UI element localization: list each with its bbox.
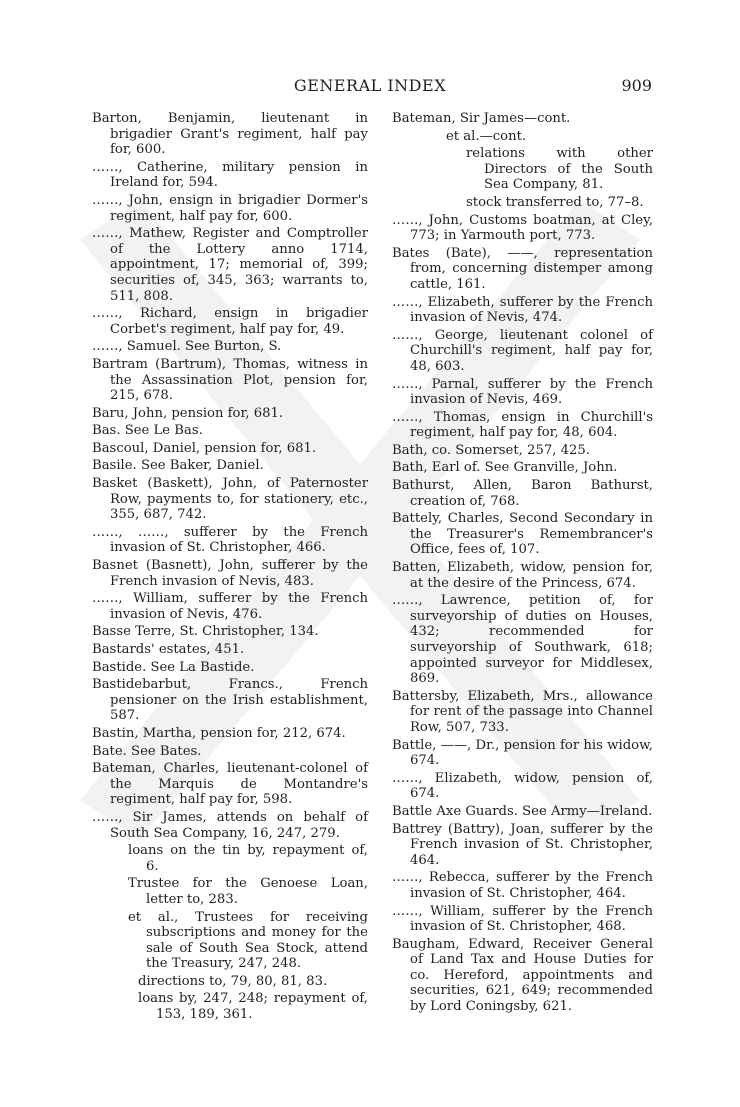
index-entry: Baru, John, pension for, 681. — [92, 405, 284, 421]
index-entry: Batten, Elizabeth, widow, pension for, at the desire of the Princess, 674. — [392, 560, 653, 591]
index-entry: Battle, ——, Dr., pension for his widow, 674. — [392, 737, 653, 769]
index-entry: Battely, Charles, Second Secondary in the Treasurer's Remembrancer's Office, fees of, 107. — [392, 511, 653, 558]
index-entry: ……, Richard, ensign in brigadier Corbet's regiment, half pay for, 49. — [92, 306, 368, 337]
index-entry: ……, John, Customs boatman, at Cley, 773; in Yarmouth port, 773. — [392, 212, 653, 244]
index-entry: ……, John, ensign in brigadier Dormer's regiment, half pay for, 600. — [92, 192, 368, 224]
running-title: GENERAL INDEX — [293, 76, 447, 95]
index-entry: Basse Terre, St. Christopher, 134. — [92, 624, 319, 640]
index-entry: Baugham, Edward, Receiver General of Land Tax and House Duties for co. Hereford, appointments and securities, 621, 649; recommended by Lord Coningsby, 621. — [392, 936, 653, 1015]
index-entry: Battle Axe Guards. See Army—Ireland. — [392, 803, 653, 819]
index-entry: ……, Rebecca, sufferer by the French invasion of St. Christopher, 464. — [392, 870, 653, 901]
index-subentry: stock transferred to, 77–8. — [466, 194, 644, 210]
index-entry: Bascoul, Daniel, pension for, 681. — [92, 440, 317, 456]
index-entry: Bas. See Le Bas. — [92, 423, 203, 439]
index-entry: Basnet (Basnett), John, sufferer by the French invasion of Nevis, 483. — [92, 558, 368, 589]
index-subentry: et al., Trustees for receiving subscriptions and money for the sale of South Sea Stock, attend the Treasury, 247, 248. — [128, 909, 368, 972]
index-entry: Bastards' estates, 451. — [92, 642, 245, 657]
page-number: 909 — [621, 76, 652, 95]
index-entry: Battrey (Battry), Joan, sufferer by the French invasion of St. Christopher, 464. — [392, 821, 653, 868]
index-entry: Bastide. See La Bastide. — [92, 659, 255, 675]
index-entry: ……, William, sufferer by the French invasion of St. Christopher, 468. — [392, 903, 653, 935]
page-header — [0, 76, 740, 98]
index-entry: Bate. See Bates. — [92, 743, 202, 759]
index-entry: ……, ……, sufferer by the French invasion of St. Christopher, 466. — [92, 524, 368, 556]
index-entry: ……, Catherine, military pension in Ireland for, 594. — [92, 159, 368, 191]
index-entry: Bastin, Martha, pension for, 212, 674. — [92, 725, 346, 741]
index-entry: Basket (Baskett), John, of Paternoster Row, payments to, for stationery, etc., 355, 687, 742. — [92, 476, 368, 523]
index-entry: Bastidebarbut, Francs., French pensioner on the Irish establishment, 587. — [92, 677, 368, 724]
index-entry: Bates (Bate), ——, representation from, concerning distemper among cattle, 161. — [392, 245, 653, 292]
index-entry: ……, Thomas, ensign in Churchill's regiment, half pay for, 48, 604. — [392, 409, 653, 441]
index-entry: Basile. See Baker, Daniel. — [92, 458, 264, 474]
index-entry: Bath, Earl of. See Granville, John. — [392, 460, 618, 476]
left-column — [92, 111, 368, 1025]
index-entry: ……, Sir James, attends on behalf of South Sea Company, 16, 247, 279. — [92, 809, 368, 841]
index-subsubentry: loans by, 247, 248; repayment of, 153, 189, 361. — [138, 991, 368, 1023]
index-entry: ……, Lawrence, petition of, for surveyorship of duties on Houses, 432; recommended for surveyorship of Southwark, 618; appointed surveyor for Middlesex, 869. — [392, 593, 653, 687]
index-entry: Barton, Benjamin, lieutenant in brigadier Grant's regiment, half pay for, 600. — [92, 111, 368, 158]
index-entry: Battersby, Elizabeth, Mrs., allowance for rent of the passage into Channel Row, 507, 733. — [392, 688, 653, 735]
index-subentry: loans on the tin by, repayment of, 6. — [128, 843, 368, 874]
index-entry: Bath, co. Somerset, 257, 425. — [392, 442, 590, 458]
index-entry: ……, William, sufferer by the French invasion of Nevis, 476. — [92, 591, 368, 622]
index-subentry: relations with other Directors of the South Sea Company, 81. — [466, 146, 653, 193]
index-subentry: Trustee for the Genoese Loan, letter to, 283. — [128, 876, 368, 907]
index-entry: ……, Elizabeth, sufferer by the French invasion of Nevis, 474. — [392, 294, 653, 326]
continued-subheading: et al.—cont. — [446, 128, 527, 144]
continued-heading: Bateman, Sir James—cont. — [392, 111, 571, 126]
index-entry: ……, Mathew, Register and Comptroller of the Lottery anno 1714, appointment, 17; memorial of, 399; securities of, 345, 363; warrants to, 511, 808. — [92, 226, 368, 304]
right-column — [392, 111, 653, 1017]
index-entry: Bateman, Charles, lieutenant-colonel of the Marquis de Montandre's regiment, half pay for, 598. — [92, 761, 368, 808]
index-entry: ……, George, lieutenant colonel of Churchill's regiment, half pay for, 48, 603. — [392, 327, 653, 374]
index-entry: Bathurst, Allen, Baron Bathurst, creation of, 768. — [392, 478, 653, 509]
index-entry: ……, Samuel. See Burton, S. — [92, 339, 282, 355]
index-subsubentry: directions to, 79, 80, 81, 83. — [138, 973, 328, 989]
index-entry: Bartram (Bartrum), Thomas, witness in the Assassination Plot, pension for, 215, 678. — [92, 356, 368, 404]
index-entry: ……, Parnal, sufferer by the French invasion of Nevis, 469. — [392, 376, 653, 408]
index-entry: ……, Elizabeth, widow, pension of, 674. — [392, 770, 653, 802]
